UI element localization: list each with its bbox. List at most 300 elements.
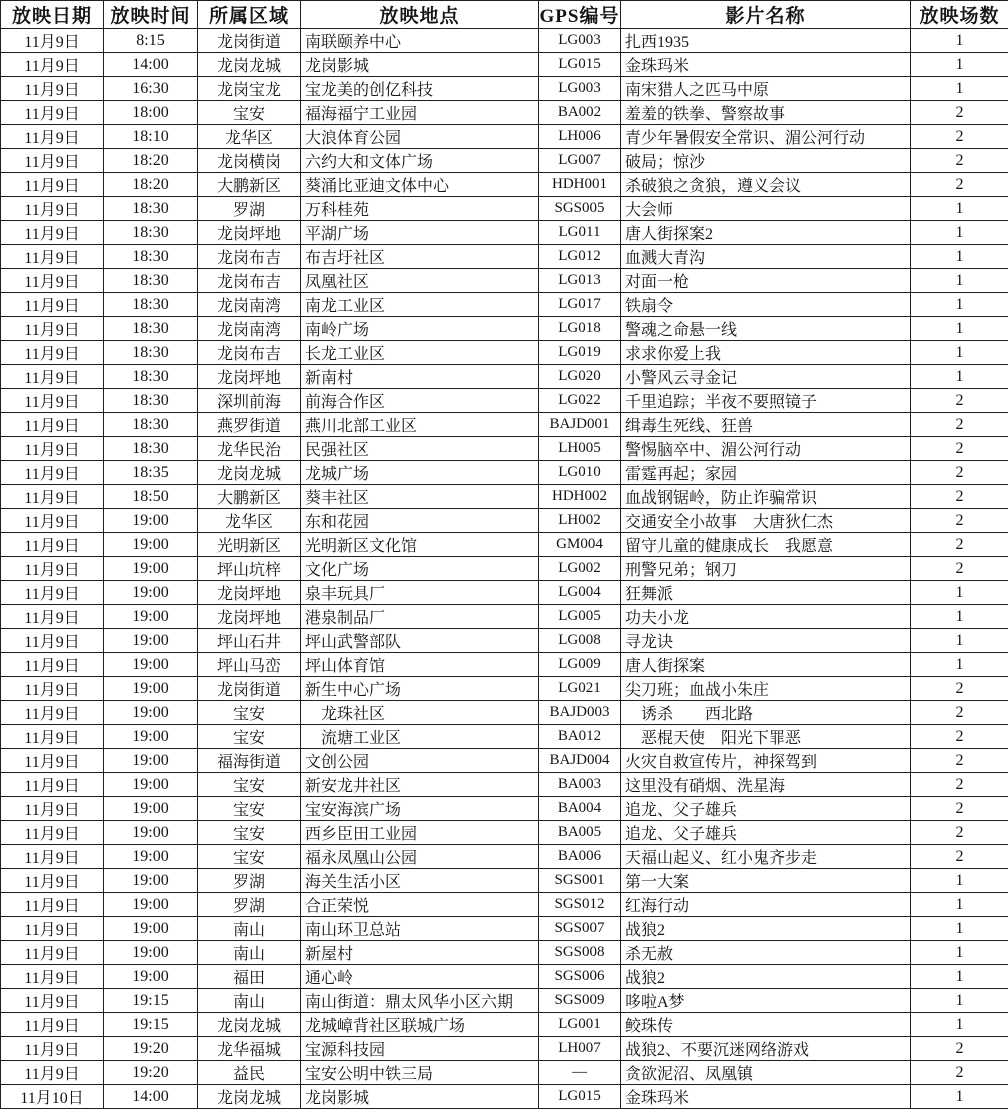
cell-gps: SGS012 (539, 893, 621, 917)
cell-region: 龙岗宝龙 (198, 77, 301, 101)
cell-count: 1 (911, 293, 1008, 317)
table-row (1, 533, 1008, 557)
cell-location: 海关生活小区 (301, 869, 539, 893)
cell-film: 这里没有硝烟、洗星海 (621, 773, 911, 797)
cell-film: 留守儿童的健康成长 我愿意 (621, 533, 911, 557)
cell-gps: LG001 (539, 1013, 621, 1037)
cell-film: 第一大案 (621, 869, 911, 893)
cell-region: 龙岗布吉 (198, 245, 301, 269)
cell-location: 葵丰社区 (301, 485, 539, 509)
table-row (1, 629, 1008, 653)
cell-region: 宝安 (198, 845, 301, 869)
cell-region: 龙岗横岗 (198, 149, 301, 173)
cell-date: 11月9日 (1, 509, 104, 533)
cell-region: 龙岗南湾 (198, 317, 301, 341)
cell-count: 2 (911, 557, 1008, 581)
cell-time: 19:00 (104, 557, 198, 581)
cell-location: 平湖广场 (301, 221, 539, 245)
cell-gps: HDH001 (539, 173, 621, 197)
table-row (1, 29, 1008, 53)
cell-date: 11月9日 (1, 1037, 104, 1061)
cell-count: 2 (911, 485, 1008, 509)
table-row (1, 821, 1008, 845)
cell-film: 扎西1935 (621, 29, 911, 53)
cell-region: 坪山马峦 (198, 653, 301, 677)
cell-film: 天福山起义、红小鬼齐步走 (621, 845, 911, 869)
cell-film: 青少年暑假安全常识、湄公河行动 (621, 125, 911, 149)
table-row (1, 797, 1008, 821)
cell-count: 1 (911, 653, 1008, 677)
cell-date: 11月9日 (1, 149, 104, 173)
cell-film: 功夫小龙 (621, 605, 911, 629)
table-row (1, 725, 1008, 749)
cell-date: 11月9日 (1, 557, 104, 581)
cell-region: 龙岗街道 (198, 677, 301, 701)
cell-count: 2 (911, 149, 1008, 173)
cell-count: 1 (911, 869, 1008, 893)
cell-date: 11月9日 (1, 1013, 104, 1037)
cell-time: 18:50 (104, 485, 198, 509)
cell-count: 2 (911, 101, 1008, 125)
table-row (1, 101, 1008, 125)
cell-location: 民强社区 (301, 437, 539, 461)
cell-time: 19:00 (104, 749, 198, 773)
cell-region: 龙岗坪地 (198, 605, 301, 629)
cell-film: 金珠玛米 (621, 53, 911, 77)
cell-film: 小警风云寻金记 (621, 365, 911, 389)
cell-film: 战狼2 (621, 965, 911, 989)
table-row (1, 581, 1008, 605)
cell-film: 尖刀班；血战小朱庄 (621, 677, 911, 701)
cell-gps: LG021 (539, 677, 621, 701)
cell-film: 血战钢锯岭，防止诈骗常识 (621, 485, 911, 509)
cell-gps: LG008 (539, 629, 621, 653)
table-row (1, 149, 1008, 173)
cell-location: 南龙工业区 (301, 293, 539, 317)
cell-region: 龙岗布吉 (198, 341, 301, 365)
cell-date: 11月10日 (1, 1085, 104, 1109)
cell-gps: SGS009 (539, 989, 621, 1013)
cell-region: 深圳前海 (198, 389, 301, 413)
cell-count: 1 (911, 893, 1008, 917)
cell-count: 2 (911, 821, 1008, 845)
cell-gps: LG012 (539, 245, 621, 269)
cell-count: 1 (911, 917, 1008, 941)
cell-date: 11月9日 (1, 53, 104, 77)
cell-film: 缉毒生死线、狂兽 (621, 413, 911, 437)
cell-count: 2 (911, 413, 1008, 437)
cell-date: 11月9日 (1, 533, 104, 557)
cell-region: 龙岗龙城 (198, 1013, 301, 1037)
cell-location: 新安龙井社区 (301, 773, 539, 797)
col-header-count: 放映场数 (911, 1, 1008, 29)
cell-film: 羞羞的铁拳、警察故事 (621, 101, 911, 125)
cell-region: 坪山石井 (198, 629, 301, 653)
cell-gps: LG015 (539, 1085, 621, 1109)
cell-location: 文化广场 (301, 557, 539, 581)
cell-count: 1 (911, 245, 1008, 269)
cell-time: 19:00 (104, 509, 198, 533)
cell-count: 2 (911, 437, 1008, 461)
cell-region: 罗湖 (198, 869, 301, 893)
cell-count: 2 (911, 725, 1008, 749)
cell-time: 18:30 (104, 317, 198, 341)
cell-film: 寻龙诀 (621, 629, 911, 653)
table-row (1, 221, 1008, 245)
cell-gps: LG017 (539, 293, 621, 317)
cell-region: 龙岗龙城 (198, 53, 301, 77)
cell-date: 11月9日 (1, 677, 104, 701)
cell-gps: LG002 (539, 557, 621, 581)
cell-gps: LH002 (539, 509, 621, 533)
cell-date: 11月9日 (1, 101, 104, 125)
cell-time: 19:00 (104, 917, 198, 941)
cell-gps: HDH002 (539, 485, 621, 509)
cell-region: 宝安 (198, 797, 301, 821)
table-row (1, 653, 1008, 677)
cell-film: 战狼2、不要沉迷网络游戏 (621, 1037, 911, 1061)
cell-film: 大会师 (621, 197, 911, 221)
cell-date: 11月9日 (1, 173, 104, 197)
cell-time: 19:00 (104, 869, 198, 893)
col-header-region: 所属区域 (198, 1, 301, 29)
cell-gps: LH006 (539, 125, 621, 149)
cell-time: 18:20 (104, 173, 198, 197)
cell-region: 宝安 (198, 701, 301, 725)
table-row (1, 749, 1008, 773)
cell-date: 11月9日 (1, 989, 104, 1013)
cell-film: 雷霆再起；家园 (621, 461, 911, 485)
table-row (1, 965, 1008, 989)
cell-date: 11月9日 (1, 965, 104, 989)
cell-count: 1 (911, 365, 1008, 389)
cell-location: 万科桂苑 (301, 197, 539, 221)
cell-location: 长龙工业区 (301, 341, 539, 365)
cell-gps: BA005 (539, 821, 621, 845)
cell-time: 19:00 (104, 605, 198, 629)
cell-film: 战狼2 (621, 917, 911, 941)
cell-count: 1 (911, 77, 1008, 101)
cell-gps: LG010 (539, 461, 621, 485)
cell-film: 警惕脑卒中、湄公河行动 (621, 437, 911, 461)
cell-count: 1 (911, 629, 1008, 653)
cell-film: 鲛珠传 (621, 1013, 911, 1037)
cell-count: 2 (911, 797, 1008, 821)
cell-count: 2 (911, 1037, 1008, 1061)
cell-location: 文创公园 (301, 749, 539, 773)
cell-date: 11月9日 (1, 653, 104, 677)
cell-location: 新屋村 (301, 941, 539, 965)
cell-gps: SGS007 (539, 917, 621, 941)
cell-region: 福田 (198, 965, 301, 989)
cell-region: 龙岗布吉 (198, 269, 301, 293)
cell-date: 11月9日 (1, 893, 104, 917)
cell-location: 宝安公明中铁三局 (301, 1061, 539, 1085)
cell-count: 2 (911, 461, 1008, 485)
table-row (1, 1013, 1008, 1037)
cell-gps: BAJD004 (539, 749, 621, 773)
cell-gps: LG019 (539, 341, 621, 365)
cell-location: 坪山武警部队 (301, 629, 539, 653)
cell-location: 龙岗影城 (301, 53, 539, 77)
cell-date: 11月9日 (1, 389, 104, 413)
cell-gps: SGS006 (539, 965, 621, 989)
cell-count: 2 (911, 1061, 1008, 1085)
cell-location: 流塘工业区 (301, 725, 539, 749)
cell-date: 11月9日 (1, 917, 104, 941)
cell-region: 龙岗龙城 (198, 461, 301, 485)
cell-count: 1 (911, 53, 1008, 77)
cell-time: 18:30 (104, 269, 198, 293)
cell-film: 诱杀 西北路 (621, 701, 911, 725)
cell-film: 铁扇令 (621, 293, 911, 317)
cell-count: 2 (911, 533, 1008, 557)
cell-date: 11月9日 (1, 341, 104, 365)
table-row (1, 605, 1008, 629)
cell-film: 追龙、父子雄兵 (621, 821, 911, 845)
col-header-location: 放映地点 (301, 1, 539, 29)
cell-location: 龙城嶂背社区联城广场 (301, 1013, 539, 1037)
cell-time: 19:00 (104, 701, 198, 725)
table-row (1, 917, 1008, 941)
cell-time: 19:00 (104, 797, 198, 821)
cell-time: 19:15 (104, 989, 198, 1013)
cell-film: 哆啦A梦 (621, 989, 911, 1013)
cell-count: 2 (911, 773, 1008, 797)
cell-gps: LG007 (539, 149, 621, 173)
cell-region: 南山 (198, 941, 301, 965)
cell-gps: BAJD001 (539, 413, 621, 437)
cell-time: 16:30 (104, 77, 198, 101)
cell-time: 18:00 (104, 101, 198, 125)
table-row (1, 701, 1008, 725)
cell-location: 新南村 (301, 365, 539, 389)
cell-film: 求求你爱上我 (621, 341, 911, 365)
cell-gps: LG018 (539, 317, 621, 341)
cell-location: 凤凰社区 (301, 269, 539, 293)
cell-date: 11月9日 (1, 317, 104, 341)
col-header-film: 影片名称 (621, 1, 911, 29)
table-row (1, 293, 1008, 317)
cell-count: 1 (911, 29, 1008, 53)
cell-region: 宝安 (198, 821, 301, 845)
table-row (1, 413, 1008, 437)
cell-date: 11月9日 (1, 701, 104, 725)
table-row (1, 989, 1008, 1013)
cell-date: 11月9日 (1, 581, 104, 605)
cell-time: 19:15 (104, 1013, 198, 1037)
cell-gps: LG015 (539, 53, 621, 77)
cell-time: 19:00 (104, 581, 198, 605)
cell-region: 南山 (198, 989, 301, 1013)
cell-film: 杀破狼之贪狼，遵义会议 (621, 173, 911, 197)
cell-film: 金珠玛米 (621, 1085, 911, 1109)
cell-location: 合正荣悦 (301, 893, 539, 917)
cell-location: 大浪体育公园 (301, 125, 539, 149)
table-row (1, 1037, 1008, 1061)
cell-count: 2 (911, 173, 1008, 197)
cell-time: 18:10 (104, 125, 198, 149)
cell-time: 19:00 (104, 773, 198, 797)
table-row (1, 365, 1008, 389)
cell-location: 龙城广场 (301, 461, 539, 485)
cell-date: 11月9日 (1, 821, 104, 845)
cell-time: 19:00 (104, 845, 198, 869)
cell-gps: SGS001 (539, 869, 621, 893)
cell-location: 宝源科技园 (301, 1037, 539, 1061)
cell-date: 11月9日 (1, 125, 104, 149)
cell-time: 18:30 (104, 437, 198, 461)
cell-location: 通心岭 (301, 965, 539, 989)
cell-count: 1 (911, 317, 1008, 341)
cell-gps: LG013 (539, 269, 621, 293)
cell-gps: LH005 (539, 437, 621, 461)
cell-date: 11月9日 (1, 725, 104, 749)
col-header-time: 放映时间 (104, 1, 198, 29)
table-row (1, 269, 1008, 293)
cell-time: 18:30 (104, 221, 198, 245)
cell-film: 火灾自救宣传片，神探驾到 (621, 749, 911, 773)
cell-date: 11月9日 (1, 485, 104, 509)
cell-region: 龙岗坪地 (198, 221, 301, 245)
table-row (1, 677, 1008, 701)
table-row (1, 557, 1008, 581)
cell-location: 南联颐养中心 (301, 29, 539, 53)
cell-film: 刑警兄弟；钢刀 (621, 557, 911, 581)
cell-date: 11月9日 (1, 869, 104, 893)
cell-location: 东和花园 (301, 509, 539, 533)
cell-count: 2 (911, 677, 1008, 701)
cell-time: 19:00 (104, 725, 198, 749)
cell-region: 光明新区 (198, 533, 301, 557)
cell-location: 宝龙美的创亿科技 (301, 77, 539, 101)
cell-gps: BA012 (539, 725, 621, 749)
cell-date: 11月9日 (1, 437, 104, 461)
table-row (1, 341, 1008, 365)
cell-count: 2 (911, 389, 1008, 413)
cell-date: 11月9日 (1, 29, 104, 53)
cell-region: 龙岗街道 (198, 29, 301, 53)
cell-gps: BA002 (539, 101, 621, 125)
table-row (1, 509, 1008, 533)
table-body (1, 29, 1008, 1109)
cell-location: 南岭广场 (301, 317, 539, 341)
cell-time: 19:00 (104, 941, 198, 965)
cell-count: 1 (911, 965, 1008, 989)
cell-gps: LG009 (539, 653, 621, 677)
table-row (1, 1061, 1008, 1085)
cell-film: 血溅大青沟 (621, 245, 911, 269)
cell-time: 18:30 (104, 389, 198, 413)
cell-date: 11月9日 (1, 749, 104, 773)
cell-film: 南宋猎人之匹马中原 (621, 77, 911, 101)
cell-region: 龙华区 (198, 125, 301, 149)
cell-location: 六约大和文体广场 (301, 149, 539, 173)
table-row (1, 317, 1008, 341)
cell-gps: BAJD003 (539, 701, 621, 725)
cell-location: 西乡臣田工业园 (301, 821, 539, 845)
cell-time: 19:20 (104, 1037, 198, 1061)
cell-date: 11月9日 (1, 629, 104, 653)
cell-region: 宝安 (198, 773, 301, 797)
table-row (1, 77, 1008, 101)
cell-film: 破局；惊沙 (621, 149, 911, 173)
cell-date: 11月9日 (1, 845, 104, 869)
table-row (1, 53, 1008, 77)
cell-date: 11月9日 (1, 941, 104, 965)
cell-time: 18:30 (104, 365, 198, 389)
cell-gps: BA003 (539, 773, 621, 797)
cell-location: 光明新区文化馆 (301, 533, 539, 557)
cell-region: 龙华区 (198, 509, 301, 533)
cell-date: 11月9日 (1, 77, 104, 101)
cell-location: 燕川北部工业区 (301, 413, 539, 437)
cell-film: 狂舞派 (621, 581, 911, 605)
cell-gps: — (539, 1061, 621, 1085)
cell-time: 19:00 (104, 533, 198, 557)
cell-location: 福永凤凰山公园 (301, 845, 539, 869)
table-row (1, 1085, 1008, 1109)
cell-region: 宝安 (198, 101, 301, 125)
cell-date: 11月9日 (1, 1061, 104, 1085)
cell-location: 前海合作区 (301, 389, 539, 413)
cell-time: 18:30 (104, 413, 198, 437)
table-row (1, 773, 1008, 797)
cell-region: 罗湖 (198, 893, 301, 917)
cell-gps: LG003 (539, 29, 621, 53)
table-row (1, 389, 1008, 413)
cell-count: 1 (911, 581, 1008, 605)
cell-location: 南山环卫总站 (301, 917, 539, 941)
cell-gps: LG020 (539, 365, 621, 389)
cell-gps: GM004 (539, 533, 621, 557)
cell-location: 新生中心广场 (301, 677, 539, 701)
cell-count: 1 (911, 941, 1008, 965)
cell-count: 1 (911, 1013, 1008, 1037)
cell-count: 1 (911, 197, 1008, 221)
cell-film: 红海行动 (621, 893, 911, 917)
cell-gps: LG022 (539, 389, 621, 413)
table-row (1, 845, 1008, 869)
cell-time: 19:20 (104, 1061, 198, 1085)
cell-date: 11月9日 (1, 413, 104, 437)
cell-film: 唐人街探案2 (621, 221, 911, 245)
cell-location: 龙珠社区 (301, 701, 539, 725)
cell-region: 龙岗坪地 (198, 581, 301, 605)
cell-gps: BA004 (539, 797, 621, 821)
cell-time: 19:00 (104, 893, 198, 917)
cell-region: 燕罗街道 (198, 413, 301, 437)
cell-gps: LG011 (539, 221, 621, 245)
cell-count: 2 (911, 749, 1008, 773)
cell-time: 18:30 (104, 341, 198, 365)
cell-count: 2 (911, 125, 1008, 149)
cell-film: 贪欲泥沼、凤凰镇 (621, 1061, 911, 1085)
cell-location: 泉丰玩具厂 (301, 581, 539, 605)
cell-time: 19:00 (104, 629, 198, 653)
cell-location: 坪山体育馆 (301, 653, 539, 677)
table-row (1, 197, 1008, 221)
cell-time: 14:00 (104, 53, 198, 77)
cell-region: 龙岗坪地 (198, 365, 301, 389)
cell-region: 福海街道 (198, 749, 301, 773)
cell-count: 1 (911, 221, 1008, 245)
cell-region: 大鹏新区 (198, 173, 301, 197)
table-row (1, 869, 1008, 893)
cell-date: 11月9日 (1, 773, 104, 797)
cell-location: 福海福宁工业园 (301, 101, 539, 125)
cell-count: 2 (911, 845, 1008, 869)
